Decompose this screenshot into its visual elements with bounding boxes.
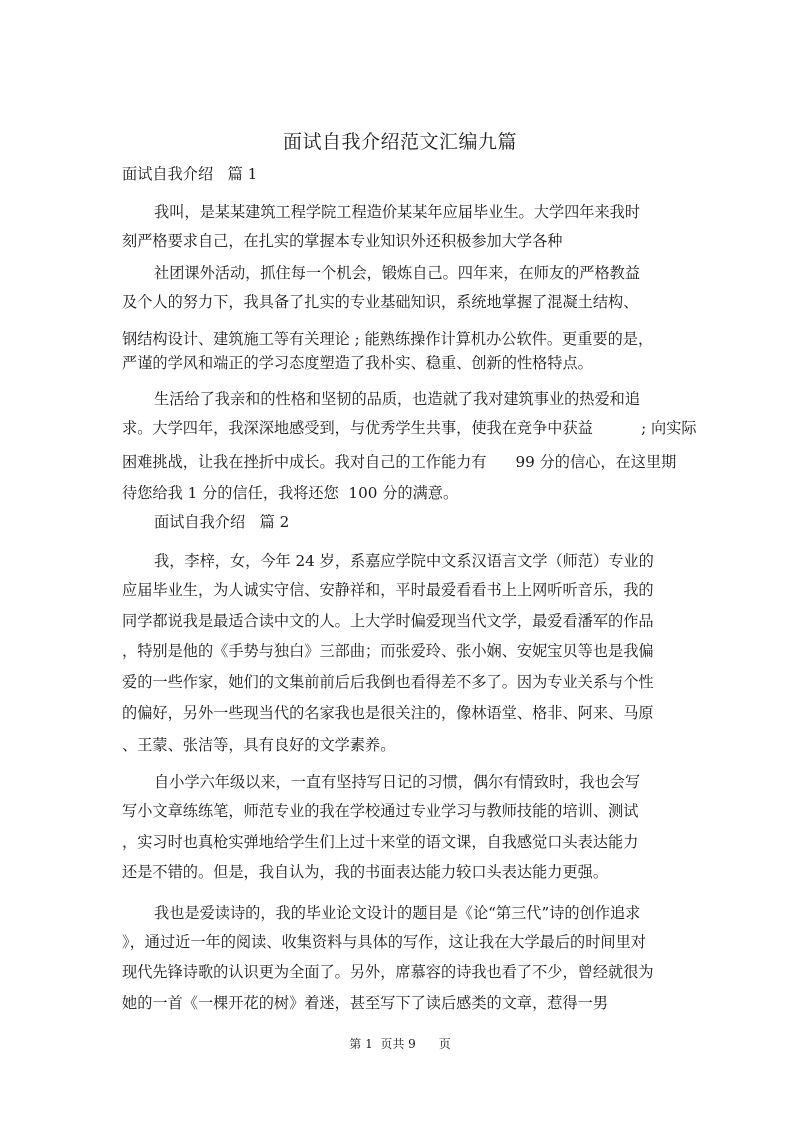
body-line: 刻严格要求自己，在扎实的掌握本专业知识外还积极参加大学各种 xyxy=(122,232,563,250)
body-line: 待您给我 1 分的信任，我将还您 100 分的满意。 xyxy=(122,484,459,502)
body-line: 及个人的努力下，我具备了扎实的专业基础知识，系统地掌握了混凝土结构、 xyxy=(122,293,639,311)
body-line: 现代先锋诗歌的认识更为全面了。另外，席慕容的诗我也看了不少，曾经就很为 xyxy=(122,963,654,981)
body-line: 我，李梓，女，今年 24 岁，系嘉应学院中文系汉语言文学（师范）专业的 xyxy=(154,552,654,570)
document-title: 面试自我介绍范文汇编九篇 xyxy=(282,131,517,153)
page-number-footer: 第 1 页共 9 页 xyxy=(349,1037,451,1051)
body-line: 困难挑战，让我在挫折中成长。我对自己的工作能力有 99 分的信心，在这里期 xyxy=(122,453,677,471)
body-line: 生活给了我亲和的性格和坚韧的品质，也造就了我对建筑事业的热爱和追 xyxy=(154,390,640,408)
body-line: 钢结构设计、建筑施工等有关理论 ; 能熟练操作计算机办公软件。更重要的是， xyxy=(122,330,654,348)
body-line: ，特别是他的《手势与独白》三部曲；而张爱玲、张小娴、安妮宝贝等也是我偏 xyxy=(122,642,654,660)
body-line: 还是不错的。但是，我自认为，我的书面表达能力较口头表达能力更强。 xyxy=(122,863,608,881)
body-line: 社团课外活动，抓住每一个机会，锻炼自己。四年来，在师友的严格教益 xyxy=(154,264,640,282)
body-line: 我叫，是某某建筑工程学院工程造价某某年应届毕业生。大学四年来我时 xyxy=(154,203,640,221)
body-line: 同学都说我是最适合读中文的人。上大学时偏爱现当代文学，最爱看潘军的作品 xyxy=(122,612,654,630)
body-line: 自小学六年级以来，一直有坚持写日记的习惯，偶尔有情致时，我也会写 xyxy=(154,773,640,791)
section-heading-2: 面试自我介绍 篇 2 xyxy=(154,513,290,531)
body-line: 应届毕业生，为人诚实守信、安静祥和，平时最爱看看书上上网听听音乐，我的 xyxy=(122,581,654,599)
body-line: 严谨的学风和端正的学习态度塑造了我朴实、稳重、创新的性格特点。 xyxy=(122,354,593,372)
body-line: 》，通过近一年的阅读、收集资料与具体的写作，这让我在大学最后的时间里对 xyxy=(122,933,646,951)
body-line: 爱的一些作家，她们的文集前前后后我倒也看得差不多了。因为专业关系与个性 xyxy=(122,673,654,691)
body-line: ，实习时也真枪实弹地给学生们上过十来堂的语文课，自我感觉口头表达能力 xyxy=(122,833,639,851)
body-line: 我也是爱读诗的，我的毕业论文设计的题目是《论“第三代”诗的创作追求 xyxy=(154,904,641,922)
body-line: 的偏好，另外一些现当代的名家我也是很关注的，像林语堂、格非、阿来、马原 xyxy=(122,704,654,722)
body-line: 求。大学四年，我深深地感受到，与优秀学生共事，使我在竞争中获益 ; 向实际 xyxy=(122,419,697,437)
body-line: 她的一首《一棵开花的树》着迷，甚至写下了读后感类的文章，惹得一男 xyxy=(122,994,608,1012)
body-line: 写小文章练练笔，师范专业的我在学校通过专业学习与教师技能的培训、测试 xyxy=(122,802,639,820)
body-line: 、王蒙、张洁等，具有良好的文学素养。 xyxy=(122,736,396,754)
section-heading-1: 面试自我介绍 篇 1 xyxy=(122,165,258,183)
